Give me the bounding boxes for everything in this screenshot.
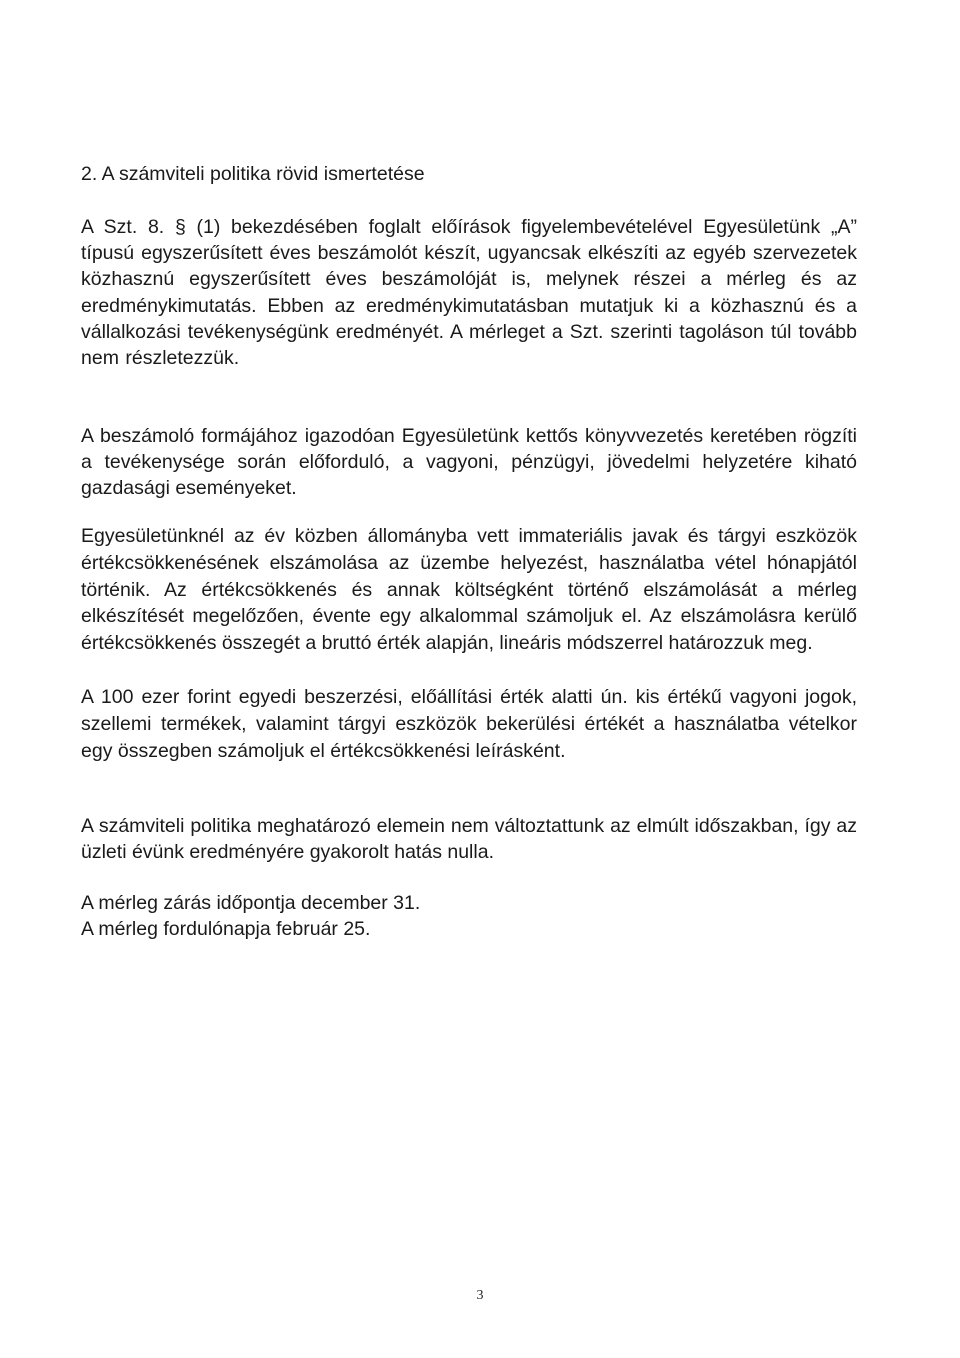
paragraph-accounting-basis: A Szt. 8. § (1) bekezdésében foglalt előírások figyelembevételével Egyesületünk „A” típusú egyszerűsített éves beszámolót készít, ugyancsak elkészíti az egyéb szervezetek közhasznú egyszerűsített éves beszámolóját is, melynek részei a mérleg és az eredménykimutatás. Ebben az eredménykimutatásban mutatjuk ki a közhasznú és a vállalkozási tevékenységünk eredményét. A mérleget a Szt. szerinti tagoláson túl tovább nem részletezzük. xyxy=(81,216,857,370)
balance-reporting-date: A mérleg fordulónapja február 25. xyxy=(81,918,371,941)
paragraph-policy-changes: A számviteli politika meghatározó elemein nem változtattunk az elmúlt időszakban, így az üzleti évünk eredményére gyakorolt hatás nulla. xyxy=(81,815,857,864)
paragraph-low-value-assets: A 100 ezer forint egyedi beszerzési, előállítási érték alatti ún. kis értékű vagyoni jogok, szellemi termékek, valamint tárgyi eszközök bekerülési értékét a használatba vételkor egy összegben számoljuk el értékcsökkenési leírásként. xyxy=(81,686,857,762)
paragraph-bookkeeping: A beszámoló formájához igazodóan Egyesületünk kettős könyvvezetés keretében rögzíti a tevékenysége során előforduló, a vagyoni, pénzügyi, jövedelmi helyzetére kiható gazdasági eseményeket. xyxy=(81,425,857,500)
paragraph-depreciation: Egyesületünknél az év közben állományba vett immateriális javak és tárgyi eszközök értékcsökkenésének elszámolása az üzembe helyezést, használatba vétel hónapjától történik. Az értékcsökkenés és annak költségként történő elszámolását a mérleg elkészítését megelőzően, évente egy alkalommal számoljuk el. Az elszámolásra kerülő értékcsökkenés összegét a bruttó érték alapján, lineáris módszerrel határozzuk meg. xyxy=(81,525,857,655)
section-heading: 2. A számviteli politika rövid ismertetése xyxy=(81,163,425,185)
page-number: 3 xyxy=(476,1288,484,1303)
closing-dates xyxy=(81,890,857,942)
balance-closing-date: A mérleg zárás időpontja december 31. xyxy=(81,892,421,914)
